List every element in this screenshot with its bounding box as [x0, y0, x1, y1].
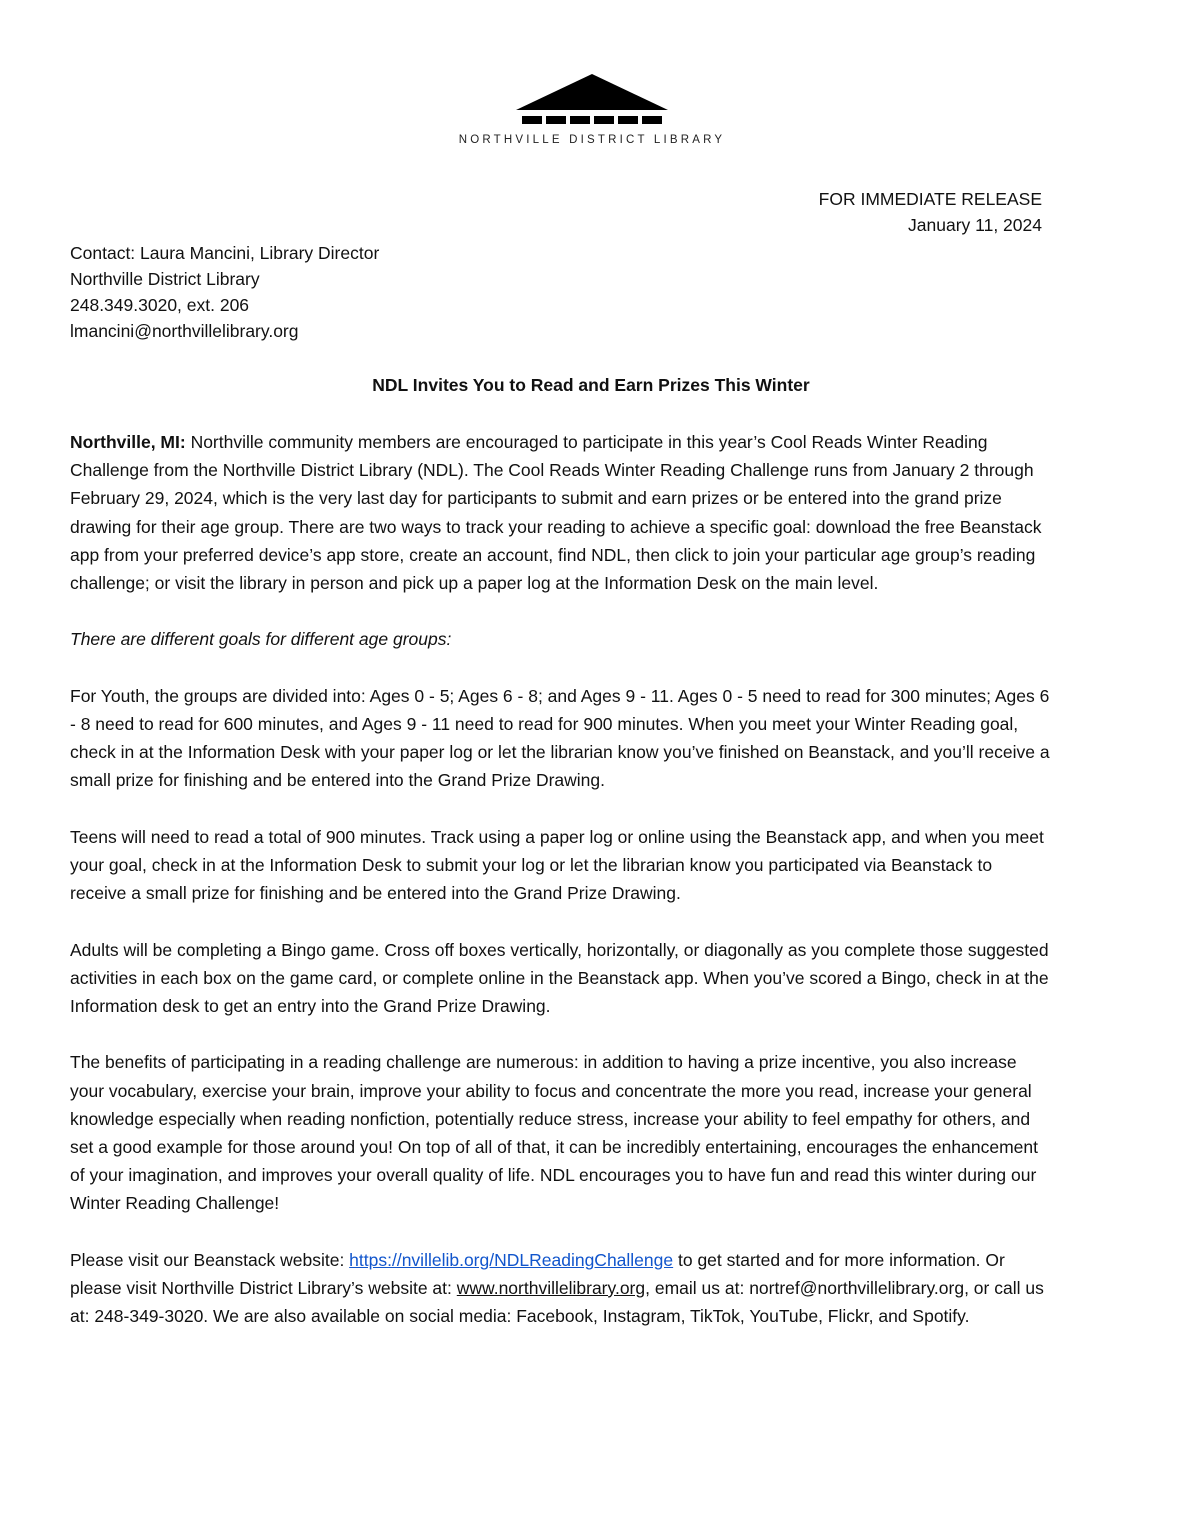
library-logo-icon [516, 74, 668, 124]
beanstack-link[interactable]: https://nvillelib.org/NDLReadingChallenge [349, 1249, 674, 1270]
contact-person: Contact: Laura Mancini, Library Director [70, 243, 380, 263]
paragraph-adults: Adults will be completing a Bingo game. Cross off boxes vertically, horizontally, or diagonally as you complete those suggested activities in each box on the game card, or complete online in the Beanstack app. When you’ve scored a Bingo, check in at the Information desk to get an entry into the Grand Prize Drawing. [70, 939, 1049, 1016]
paragraph-intro-text: Northville community members are encouraged to participate in this year’s Cool Reads Winter Reading Challenge from the Northville District Library (NDL). The Cool Reads Winter Reading Challenge runs from January 2 through February 29, 2024, which is the very last day for participants to submit and earn prizes or be entered into the grand prize drawing for their age group. There are two ways to track your reading to achieve a specific goal: download the free Beanstack app from your preferred device’s app store, create an account, find NDL, then click to join your particular age group’s reading challenge; or visit the library in person and pick up a paper log at the Information Desk on the main level. [70, 432, 1042, 594]
dateline: Northville, MI: [70, 432, 186, 452]
paragraph-contact-text-c: email us at: nortref@northvillelibrary.org, or call us at: 248-349-3020. We are also available on social media: Facebook, Instagram, TikTok, YouTube, Flickr, and Spotify. [70, 1278, 1044, 1327]
contact-phone: 248.349.3020, ext. 206 [70, 295, 250, 315]
release-header [819, 186, 1042, 238]
library-website-link[interactable]: www.northvillelibrary.org, [456, 1278, 650, 1298]
contact-block [70, 240, 379, 344]
release-label: FOR IMMEDIATE RELEASE [818, 189, 1042, 209]
release-date: January 11, 2024 [908, 215, 1042, 235]
press-release-headline: NDL Invites You to Read and Earn Prizes This Winter [372, 375, 810, 395]
press-release-body [70, 428, 1052, 1359]
library-logo-name: NORTHVILLE DISTRICT LIBRARY [458, 134, 726, 146]
paragraph-contact-text-a: Please visit our Beanstack website: [70, 1249, 350, 1270]
contact-organization: Northville District Library [70, 269, 260, 289]
paragraph-youth: For Youth, the groups are divided into: Ages 0 - 5; Ages 6 - 8; and Ages 9 - 11. Ages 0 - 5 need to read for 300 minutes; Ages 6 - 8 need to read for 600 minutes, and Ages 9 - 11 need to read for 900 minutes. When you meet your Winter Reading goal, check in at the Information Desk with your paper log or let the librarian know you’ve finished on Beanstack, and you’ll receive a small prize for finishing and be entered into the Grand Prize Drawing. [70, 685, 1050, 791]
paragraph-goals-heading: There are different goals for different age groups: [70, 629, 452, 650]
paragraph-benefits: The benefits of participating in a reading challenge are numerous: in addition to having a prize incentive, you also increase your vocabulary, exercise your brain, improve your ability to focus and concentrate the more you read, increase your general knowledge especially when reading nonfiction, potentially reduce stress, increase your ability to feel empathy for others, and set a good example for those around you! On top of all of that, it can be incredibly entertaining, encourages the enhancement of your imagination, and improves your overall quality of life. NDL encourages you to have fun and read this winter during our Winter Reading Challenge! [70, 1052, 1038, 1214]
paragraph-teens: Teens will need to read a total of 900 minutes. Track using a paper log or online using the Beanstack app, and when you meet your goal, check in at the Information Desk to submit your log or let the librarian know you participated via Beanstack to receive a small prize for finishing and be entered into the Grand Prize Drawing. [70, 826, 1044, 904]
paragraph-contact-info [70, 1246, 1052, 1331]
paragraph-intro [70, 428, 1052, 597]
paragraph-contact-text-b: to get started and for more information. Or please visit Northville District Library’s website at: [70, 1249, 1005, 1298]
contact-email: lmancini@northvillelibrary.org [70, 321, 299, 341]
